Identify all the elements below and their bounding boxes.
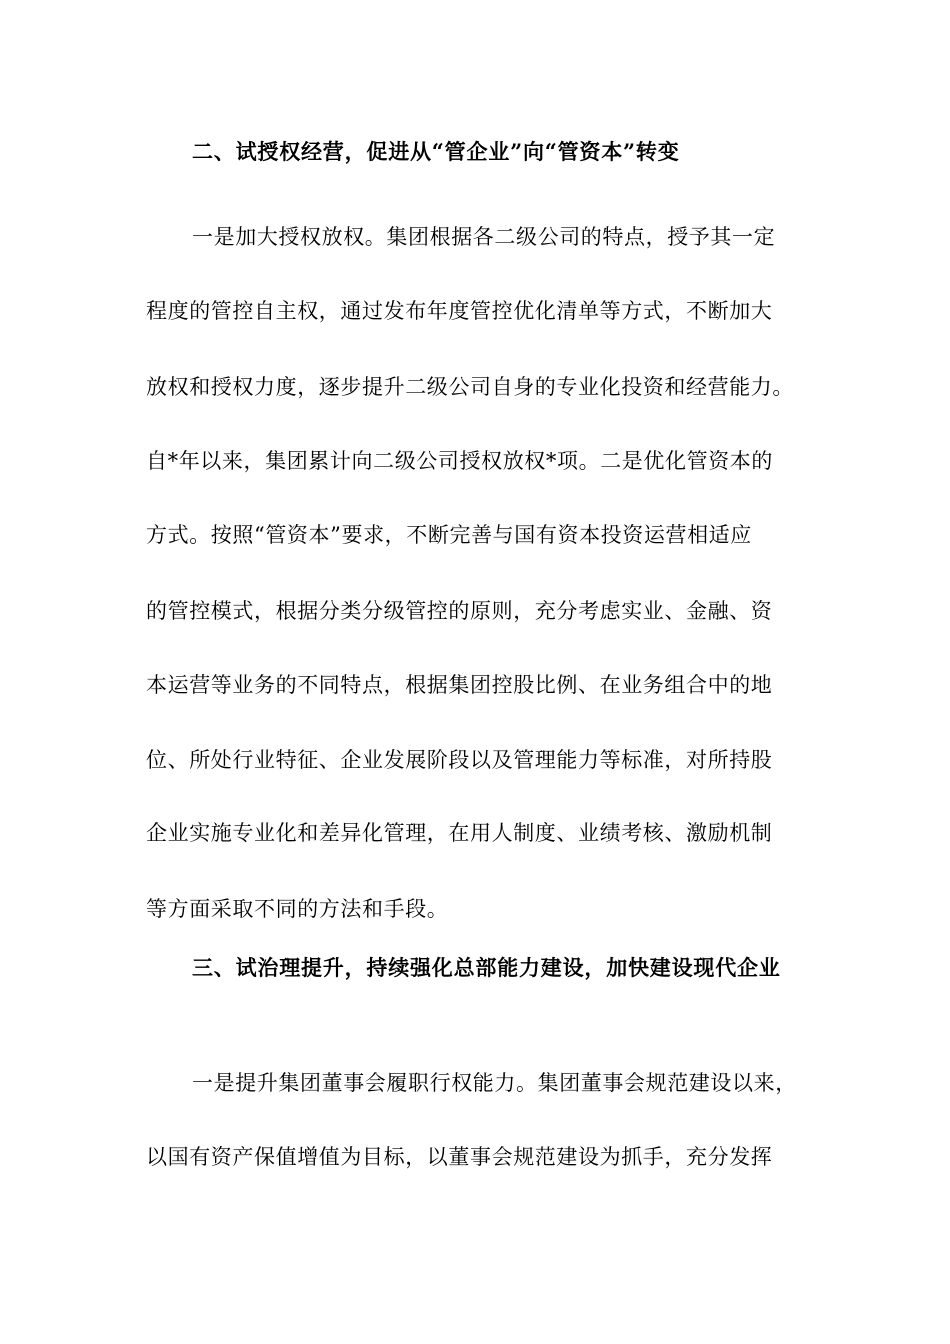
paragraph-line: 位、所处行业特征、企业发展阶段以及管理能力等标准，对所持股 xyxy=(146,748,773,772)
paragraph-line: 一是加大授权放权。集团根据各二级公司的特点，授予其一定 xyxy=(192,225,776,249)
paragraph-line: 一是提升集团董事会履职行权能力。集团董事会规范建设以来， xyxy=(192,1071,797,1095)
paragraph-line: 等方面采取不同的方法和手段。 xyxy=(146,897,449,921)
paragraph-line: 放权和授权力度，逐步提升二级公司自身的专业化投资和经营能力。 xyxy=(146,375,794,399)
paragraph-line: 自*年以来，集团累计向二级公司授权放权*项。二是优化管资本的 xyxy=(146,449,773,473)
paragraph-line: 方式。按照“管资本”要求，不断完善与国有资本投资运营相适应 xyxy=(146,523,752,547)
paragraph-line: 以国有资产保值增值为目标，以董事会规范建设为抓手，充分发挥 xyxy=(146,1145,773,1169)
paragraph-line: 企业实施专业化和差异化管理，在用人制度、业绩考核、激励机制 xyxy=(146,821,773,845)
paragraph-line: 程度的管控自主权，通过发布年度管控优化清单等方式，不断加大 xyxy=(146,299,773,323)
paragraph-line: 的管控模式，根据分类分级管控的原则，充分考虑实业、金融、资 xyxy=(146,599,773,623)
paragraph-line: 本运营等业务的不同特点，根据集团控股比例、在业务组合中的地 xyxy=(146,673,773,697)
section-heading-3: 三、试治理提升，持续强化总部能力建设，加快建设现代企业 xyxy=(192,955,781,980)
section-heading-2: 二、试授权经营，促进从“管企业”向“管资本”转变 xyxy=(192,139,680,164)
